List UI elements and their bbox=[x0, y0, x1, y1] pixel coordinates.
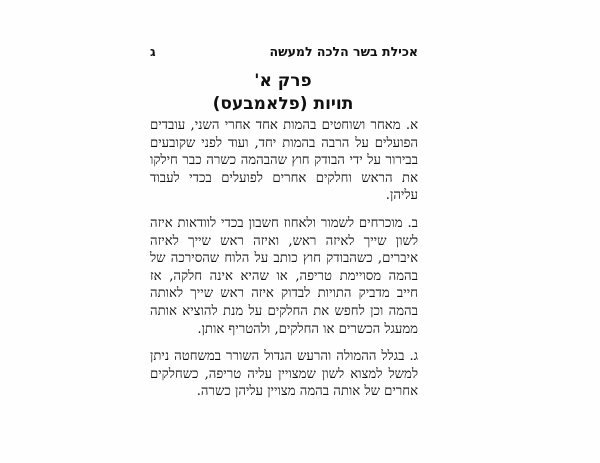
paragraph-label: ב. bbox=[407, 215, 418, 231]
paragraph-text: בגלל ההמולה והרעש הגדול השורר במשחטה ניתן למשל למצוא לשון שמצויין עליה טריפה, כשחלקים אחרים של אותה בהמה מצויין עליהן כשרה. bbox=[150, 349, 418, 400]
section-title: תויות (פלאמבעס) bbox=[212, 94, 354, 114]
paragraph-c bbox=[150, 348, 418, 401]
running-head-title: אכילת בשר הלכה למעשה bbox=[269, 43, 418, 59]
chapter-heading bbox=[148, 70, 418, 115]
body-text bbox=[150, 117, 418, 411]
page-number: ג bbox=[150, 43, 156, 59]
paragraph-text: מאחר ושוחטים בהמות אחד אחרי השני, עובדים הפועלים על הרבה בהמות יחד, ועוד לפני שקובעים בבירור על ידי הבודק חוץ שהבהמה כשרה כבר חילקו את הראש וחלקים אחרים לפועלים בכדי לעבוד עליהן. bbox=[150, 118, 418, 204]
chapter-title: פרק א' bbox=[254, 71, 312, 91]
running-head bbox=[150, 40, 418, 62]
paragraph-text: מוכרחים לשמור ולאחוז חשבון בכדי לוודאות איזה לשון שייך לאיזה ראש, ואיזה ראש שייך לאיזה איברים, כשהבודק חוץ כותב על הלוח שהסירכה של בהמה מסויימת טריפה, או שהיא אינה חלקה, אז חייב מדביק התויות לבדוק איזה ראש שייך לאותה בהמה וכן לחפש את החלקים על מנת להוציא אותה ממעגל הכשרים או החלקים, ולהטריף אותן. bbox=[150, 215, 418, 337]
paragraph-label: ג. bbox=[409, 349, 418, 365]
paragraph-b bbox=[150, 215, 418, 338]
paragraph-label: א. bbox=[405, 118, 418, 133]
paragraph-a bbox=[150, 117, 418, 205]
